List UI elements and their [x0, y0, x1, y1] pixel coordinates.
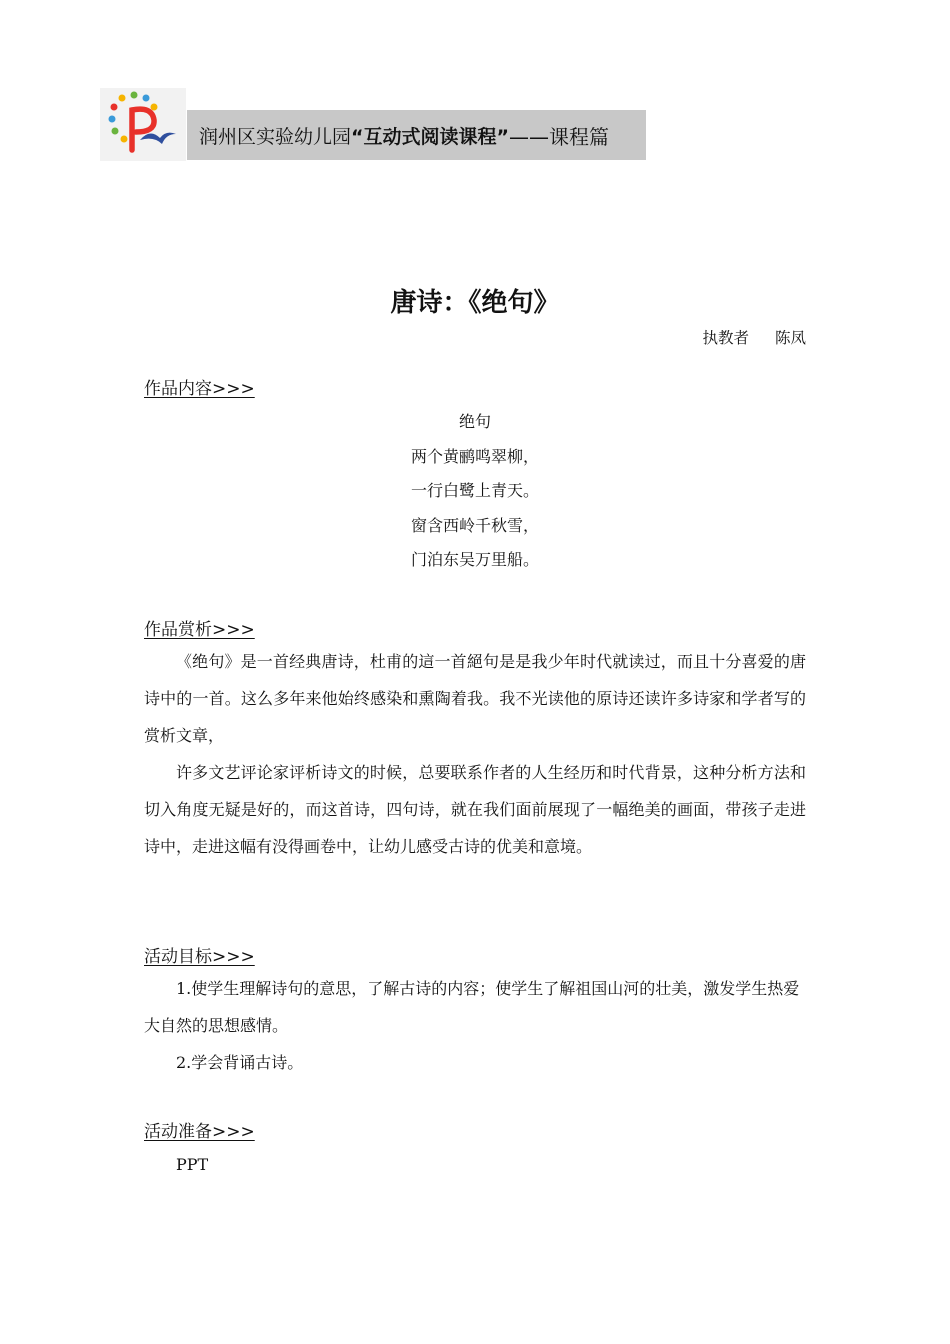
section-heading-goals: 活动目标>>> — [144, 947, 255, 967]
goal-item: 2.学会背诵古诗。 — [176, 1053, 304, 1072]
poem-line: 门泊东吴万里船。 — [410, 550, 539, 569]
section-heading-content: 作品内容>>> — [144, 379, 255, 399]
kindergarten-logo — [100, 88, 186, 161]
section-heading-preparation: 活动准备>>> — [144, 1122, 255, 1142]
poem — [0, 405, 950, 578]
poem-line: 窗含西岭千秋雪， — [410, 515, 539, 535]
logo-mark — [100, 88, 186, 161]
preparation-text: PPT — [176, 1155, 209, 1174]
header-banner — [187, 110, 646, 160]
poem-title: 绝句 — [458, 412, 491, 431]
teacher-line — [702, 326, 806, 348]
teacher-name: 陈凤 — [774, 329, 806, 347]
poem-line: 两个黄鹂鸣翠柳， — [410, 446, 539, 466]
teacher-label: 执教者 — [702, 329, 749, 347]
appreciation-paragraph: 许多文艺评论家评析诗文的时候，总要联系作者的人生经历和时代背景，这种分析方法和切入角度无疑是好的，而这首诗，四句诗，就在我们面前展现了一幅绝美的画面，带孩子走进诗中，走进这幅有没得画卷中，让幼儿感受古诗的优美和意境。 — [144, 763, 806, 856]
page-header — [100, 88, 646, 161]
banner-school: 润州区实验幼儿园 — [199, 125, 352, 148]
section-heading-appreciation: 作品赏析>>> — [144, 620, 255, 640]
poem-line: 一行白鹭上青天。 — [410, 481, 539, 500]
document-title: 唐诗：《绝句》 — [390, 288, 560, 318]
banner-course: “互动式阅读课程” — [351, 125, 509, 148]
banner-suffix: ——课程篇 — [509, 124, 609, 149]
appreciation-paragraph: 《绝句》是一首经典唐诗，杜甫的這一首絕句是是我少年时代就读过，而且十分喜爱的唐诗中的一首。这么多年来他始终感染和熏陶着我。我不光读他的原诗还读许多诗家和学者写的赏析文章， — [144, 652, 806, 745]
goal-item: 1.使学生理解诗句的意思，了解古诗的内容；使学生了解祖国山河的壮美，激发学生热爱大自然的思想感情。 — [144, 979, 800, 1035]
